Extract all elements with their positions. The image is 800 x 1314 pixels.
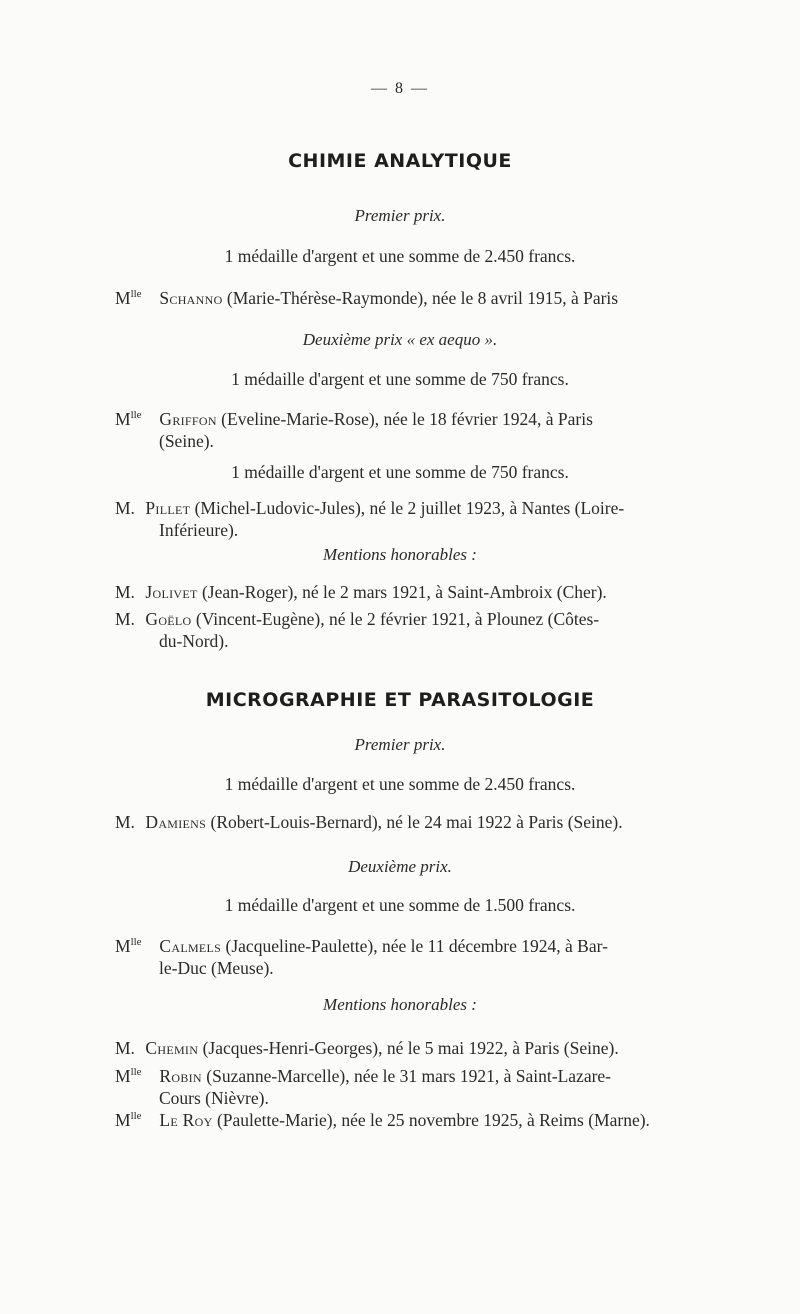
laureate-name: Jolivet <box>145 582 198 602</box>
prize-heading: Deuxième prix. <box>348 857 452 876</box>
section-title-chimie: CHIMIE ANALYTIQUE <box>288 150 512 172</box>
award-line: 1 médaille d'argent et une somme de 2.450 francs. <box>224 774 576 794</box>
prize-heading: Premier prix. <box>354 735 446 754</box>
award-line: 1 médaille d'argent et une somme de 750 francs. <box>231 369 569 389</box>
laureate-name: Griffon <box>159 408 217 429</box>
award-line: 1 médaille d'argent et une somme de 750 francs. <box>231 462 569 482</box>
laureate-entry: $M^{lle}$ Griffon (Eveline-Marie-Rose), née le 18 février 1924, à Paris (Seine). <box>115 408 593 451</box>
prize-heading: Deuxième prix « ex aequo ». <box>302 330 498 349</box>
mention-entry: M. Chemin (Jacques-Henri-Georges), né le 5 mai 1922, à Paris (Seine). <box>115 1038 619 1058</box>
prize-heading: Premier prix. <box>354 206 446 225</box>
laureate-name: Schanno <box>159 287 223 308</box>
laureate-name: Robin <box>159 1065 202 1086</box>
laureate-name: Chemin <box>145 1038 199 1058</box>
mention-entry: $M^{lle}$ Robin (Suzanne-Marcelle), née le 31 mars 1921, à Saint-Lazare- Cours (Nièvre). <box>115 1065 612 1108</box>
laureate-name: Pillet <box>145 498 191 518</box>
laureate-name: Damiens <box>145 812 207 832</box>
mention-entry: M. Goëlo (Vincent-Eugène), né le 2 février 1921, à Plounez (Côtes- du-Nord). <box>115 609 600 651</box>
page-number: — 8 — <box>371 80 429 97</box>
laureate-entry: M. Pillet (Michel-Ludovic-Jules), né le 2 juillet 1923, à Nantes (Loire- Inférieure). <box>115 498 625 540</box>
laureate-entry: M. Damiens (Robert-Louis-Bernard), né le 24 mai 1922 à Paris (Seine). <box>115 812 623 832</box>
mention-entry: $M^{lle}$ Le Roy (Paulette-Marie), née le 25 novembre 1925, à Reims (Marne). <box>115 1109 650 1130</box>
laureate-name: Calmels <box>159 935 222 956</box>
laureate-entry: $M^{lle}$ Calmels (Jacqueline-Paulette), née le 11 décembre 1924, à Bar- le-Duc (Meuse). <box>115 935 608 978</box>
laureate-entry: $M^{lle}$ Schanno (Marie-Thérèse-Raymonde), née le 8 avril 1915, à Paris <box>115 287 619 308</box>
award-line: 1 médaille d'argent et une somme de 2.450 francs. <box>224 246 576 266</box>
mentions-heading: Mentions honorables : <box>323 545 477 564</box>
mentions-heading: Mentions honorables : <box>323 995 477 1014</box>
laureate-name: Le Roy <box>159 1109 213 1130</box>
laureate-name: Goëlo <box>145 609 192 629</box>
section-title-micrographie: MICROGRAPHIE ET PARASITOLOGIE <box>205 689 595 711</box>
mention-entry: M. Jolivet (Jean-Roger), né le 2 mars 1921, à Saint-Ambroix (Cher). <box>115 582 607 602</box>
award-line: 1 médaille d'argent et une somme de 1.500 francs. <box>224 895 576 915</box>
